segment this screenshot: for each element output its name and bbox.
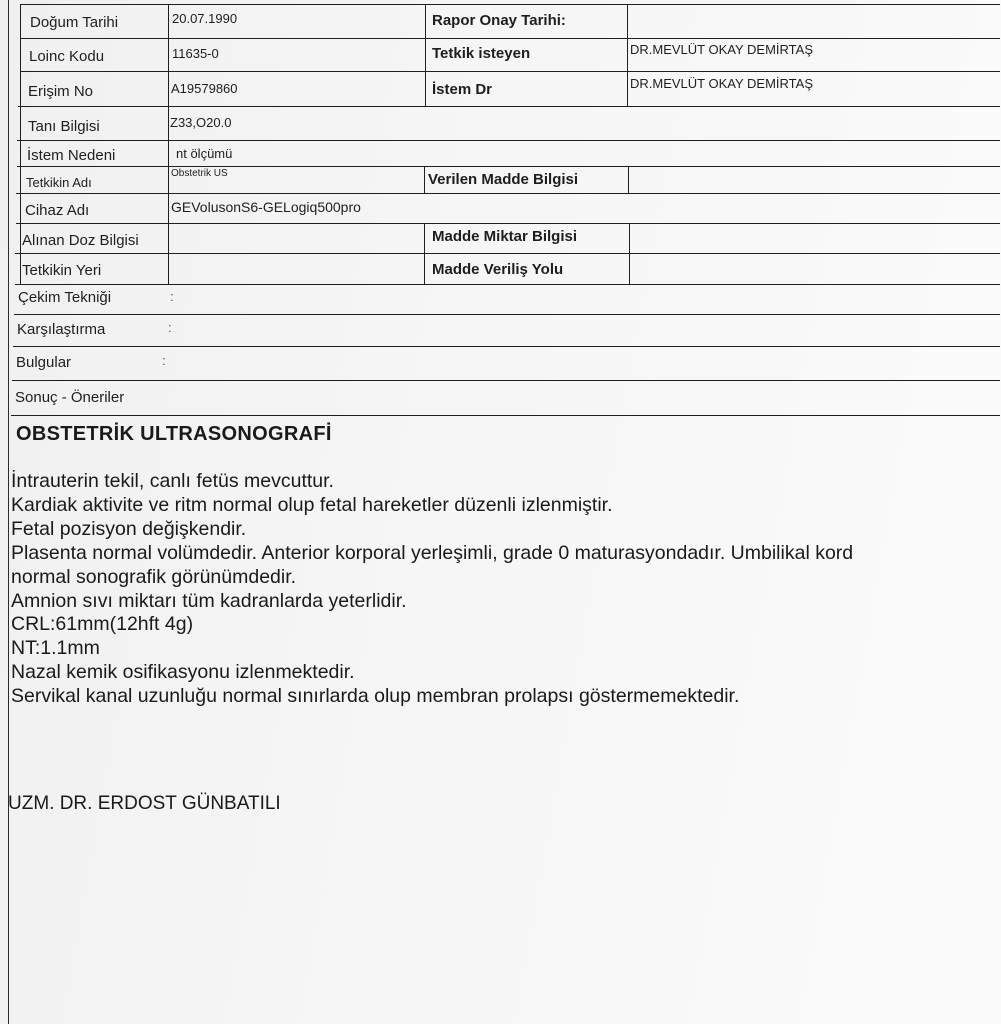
- report-line: CRL:61mm(12hft 4g): [11, 613, 194, 636]
- device-name-label: Cihaz Adı: [25, 202, 90, 219]
- report-body: [11, 470, 996, 709]
- form-rule: [14, 314, 1000, 315]
- exam-location-label: Tetkikin Yeri: [22, 262, 102, 279]
- form-rule: [425, 4, 426, 106]
- order-reason-value: nt ölçümü: [176, 146, 233, 161]
- form-rule: [20, 4, 1000, 5]
- findings-label: Bulgular: [16, 354, 72, 371]
- report-title: OBSTETRİK ULTRASONOGRAFİ: [16, 423, 332, 445]
- order-doctor-value: DR.MEVLÜT OKAY DEMİRTAŞ: [630, 76, 814, 91]
- report-line: Plasenta normal volümdedir. Anterior korporal yerleşimli, grade 0 maturasyondadır. Umbilikal kord: [11, 541, 854, 564]
- report-line: Nazal kemik osifikasyonu izlenmektedir.: [11, 661, 355, 684]
- birth-date-label: Doğum Tarihi: [30, 14, 119, 31]
- given-substance-label: Verilen Madde Bilgisi: [428, 171, 579, 188]
- form-rule: [15, 284, 1000, 285]
- form-rule: [20, 4, 21, 284]
- report-line: NT:1.1mm: [11, 637, 100, 660]
- report-line: Servikal kanal uzunluğu normal sınırlarda olup membran prolapsı göstermemektedir.: [11, 685, 740, 708]
- form-rule: [12, 380, 1000, 381]
- diagnosis-value: Z33,O20.0: [170, 115, 232, 130]
- access-number-label: Erişim No: [28, 83, 94, 100]
- order-reason-label: İstem Nedeni: [27, 147, 116, 164]
- form-rule: [424, 166, 425, 193]
- access-number-value: A19579860: [171, 81, 238, 96]
- report-line: normal sonografik görünümdedir.: [11, 565, 297, 588]
- comparison-colon: :: [168, 320, 172, 335]
- report-line: Fetal pozisyon değişkendir.: [11, 517, 247, 540]
- technique-colon: :: [170, 289, 174, 304]
- form-rule: [627, 4, 628, 106]
- form-rule: [20, 38, 1000, 39]
- exam-name-value: Obstetrik US: [171, 168, 228, 179]
- form-rule: [15, 253, 1000, 254]
- report-line: Kardiak aktivite ve ritm normal olup fetal hareketler düzenli izlenmiştir.: [11, 493, 613, 516]
- dose-info-label: Alınan Doz Bilgisi: [22, 232, 139, 249]
- signature: UZM. DR. ERDOST GÜNBATILI: [8, 793, 281, 814]
- form-rule: [16, 193, 1000, 194]
- form-rule: [16, 223, 1000, 224]
- form-rule: [628, 166, 629, 193]
- diagnosis-label: Tanı Bilgisi: [28, 118, 100, 135]
- report-line: Amnion sıvı miktarı tüm kadranlarda yeterlidir.: [11, 589, 407, 612]
- birth-date-value: 20.07.1990: [172, 11, 238, 26]
- form-rule: [20, 71, 1000, 72]
- comparison-label: Karşılaştırma: [17, 321, 106, 338]
- form-rule: [629, 223, 630, 285]
- loinc-code-label: Loinc Kodu: [29, 48, 105, 65]
- patient-info-form: [0, 0, 1001, 420]
- form-rule: [17, 140, 1000, 141]
- exam-name-label: Tetkikin Adı: [26, 175, 92, 190]
- substance-amount-label: Madde Miktar Bilgisi: [432, 228, 578, 245]
- requesting-doctor-value: DR.MEVLÜT OKAY DEMİRTAŞ: [630, 42, 814, 57]
- technique-label: Çekim Tekniği: [18, 289, 112, 306]
- form-rule: [168, 4, 169, 284]
- device-name-value: GEVolusonS6-GELogiq500pro: [171, 199, 361, 215]
- conclusion-label: Sonuç - Öneriler: [15, 389, 125, 406]
- findings-colon: :: [162, 353, 166, 368]
- form-rule: [17, 166, 1000, 167]
- form-rule: [18, 106, 1000, 107]
- report-line: İntrauterin tekil, canlı fetüs mevcuttur.: [11, 470, 334, 492]
- loinc-code-value: 11635-0: [172, 46, 219, 61]
- form-rule: [11, 415, 1000, 416]
- requesting-doctor-label: Tetkik isteyen: [432, 45, 531, 62]
- report-approval-date-label: Rapor Onay Tarihi:: [432, 12, 566, 29]
- form-rule: [13, 346, 1000, 347]
- form-rule: [424, 223, 425, 285]
- order-doctor-label: İstem Dr: [432, 81, 493, 98]
- administration-route-label: Madde Veriliş Yolu: [432, 261, 564, 278]
